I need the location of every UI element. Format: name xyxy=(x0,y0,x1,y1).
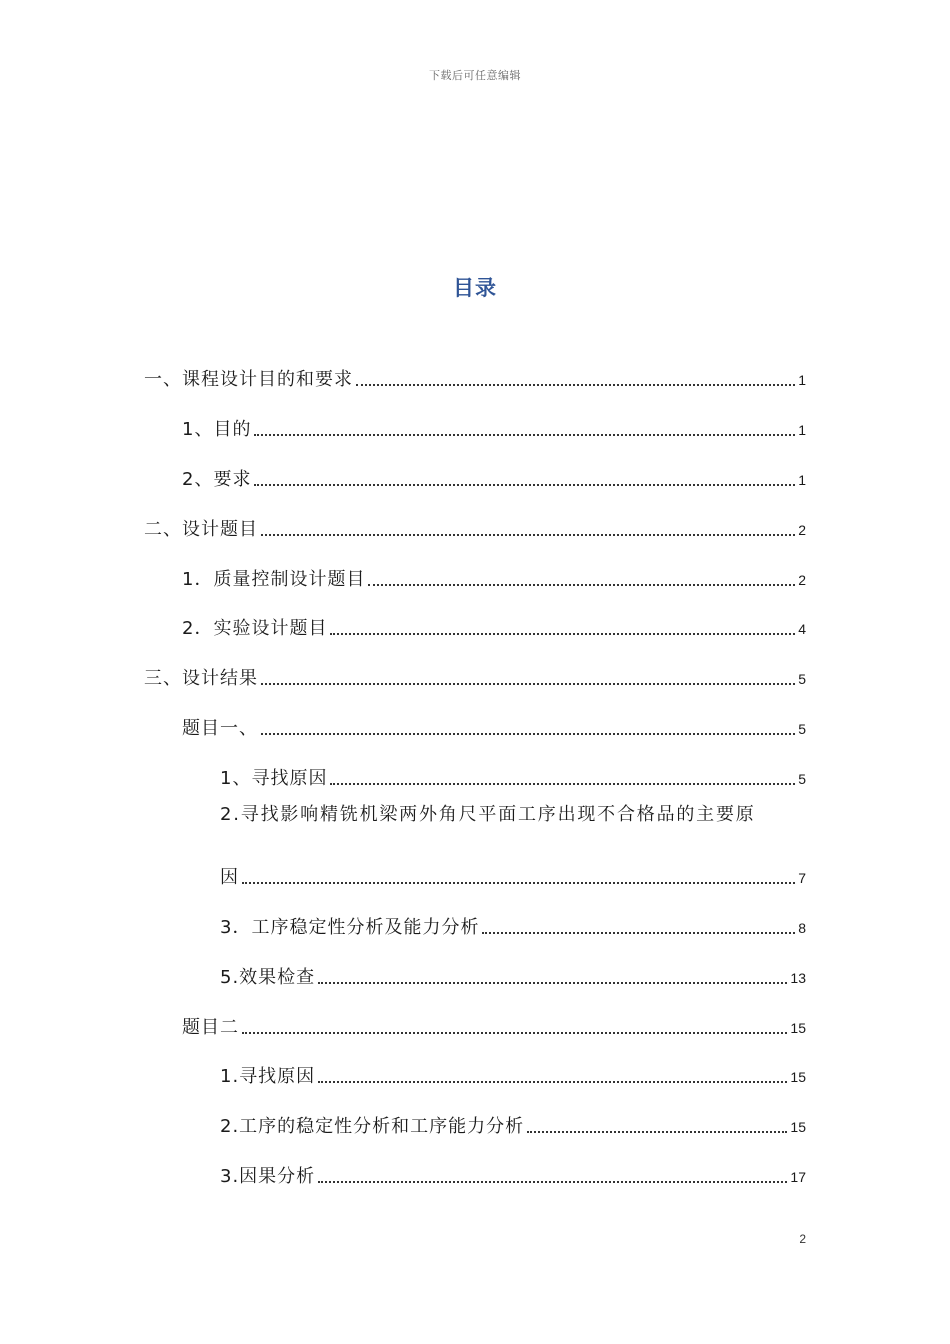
dot-leader xyxy=(330,783,795,785)
toc-entry[interactable] xyxy=(220,743,806,791)
dot-leader xyxy=(356,384,795,386)
toc-entry[interactable] xyxy=(182,444,806,492)
dot-leader xyxy=(368,584,795,586)
dot-leader xyxy=(330,633,795,635)
toc-entry[interactable] xyxy=(182,593,806,641)
toc-entry-label: 题目二 xyxy=(182,1017,239,1038)
toc-entry-label: 一、课程设计目的和要求 xyxy=(144,369,353,390)
toc-entry-label: 题目一、 xyxy=(182,718,258,739)
toc-entry[interactable] xyxy=(220,1141,806,1189)
toc-entry[interactable] xyxy=(144,344,806,392)
dot-leader xyxy=(318,982,787,984)
toc-title: 目录 xyxy=(453,276,497,300)
toc-entry-page: 2 xyxy=(798,572,806,588)
dot-leader xyxy=(242,882,795,884)
toc-entry-page: 4 xyxy=(798,621,806,637)
toc-entry-page: 15 xyxy=(790,1119,806,1135)
toc-entry-label: 1．质量控制设计题目 xyxy=(182,569,366,590)
dot-leader xyxy=(482,932,795,934)
toc-entry-label: 2、要求 xyxy=(182,469,252,490)
toc-entry-page: 1 xyxy=(798,372,806,388)
toc-entry[interactable] xyxy=(220,1091,806,1139)
toc-entry-label: 因 xyxy=(220,867,239,888)
toc-entry[interactable] xyxy=(220,942,806,990)
toc-entry-page: 5 xyxy=(798,721,806,737)
page-number: 2 xyxy=(799,1232,806,1246)
toc-entry-label: 3.因果分析 xyxy=(220,1166,316,1187)
dot-leader xyxy=(261,733,795,735)
toc-entry-page: 2 xyxy=(798,522,806,538)
toc-entry-page: 5 xyxy=(798,671,806,687)
toc-entry-label: 2.工序的稳定性分析和工序能力分析 xyxy=(220,1116,525,1137)
dot-leader xyxy=(254,434,795,436)
toc-entry-page: 17 xyxy=(790,1169,806,1185)
toc-entry-label: 1、寻找原因 xyxy=(220,768,328,789)
toc-entry-page: 15 xyxy=(790,1020,806,1036)
toc-entry[interactable] xyxy=(182,544,806,592)
toc-entry-label: 2．实验设计题目 xyxy=(182,618,328,639)
toc-entry-page: 1 xyxy=(798,422,806,438)
dot-leader xyxy=(318,1181,787,1183)
toc-entry-page: 15 xyxy=(790,1069,806,1085)
toc-entry[interactable] xyxy=(144,643,806,691)
toc-entry-label: 二、设计题目 xyxy=(144,519,258,540)
toc-entry-page: 13 xyxy=(790,970,806,986)
toc-entry[interactable] xyxy=(182,992,806,1040)
dot-leader xyxy=(261,534,795,536)
toc-entry-page: 1 xyxy=(798,472,806,488)
toc-entry-page: 5 xyxy=(798,771,806,787)
dot-leader xyxy=(254,484,795,486)
toc-entry-wrapped-line[interactable]: 2.寻找影响精铣机梁两外角尺平面工序出现不合格品的主要原 xyxy=(220,804,756,825)
toc-entry[interactable] xyxy=(220,1041,806,1089)
dot-leader xyxy=(527,1131,787,1133)
toc-entry-label: 1.寻找原因 xyxy=(220,1066,316,1087)
dot-leader xyxy=(261,683,795,685)
toc-entry[interactable] xyxy=(182,693,806,741)
toc-entry-page: 7 xyxy=(798,870,806,886)
dot-leader xyxy=(242,1032,787,1034)
toc-entry[interactable] xyxy=(182,394,806,442)
toc-entry-label: 1、目的 xyxy=(182,419,252,440)
header-note: 下载后可任意编辑 xyxy=(429,69,521,82)
toc-entry[interactable] xyxy=(220,892,806,940)
toc-entry[interactable] xyxy=(144,494,806,542)
toc-entry[interactable] xyxy=(220,842,806,890)
dot-leader xyxy=(318,1081,787,1083)
toc-entry-label: 三、设计结果 xyxy=(144,668,258,689)
toc-entry-label: 3．工序稳定性分析及能力分析 xyxy=(220,917,480,938)
toc-entry-page: 8 xyxy=(798,920,806,936)
toc-entry-label: 5.效果检查 xyxy=(220,967,316,988)
